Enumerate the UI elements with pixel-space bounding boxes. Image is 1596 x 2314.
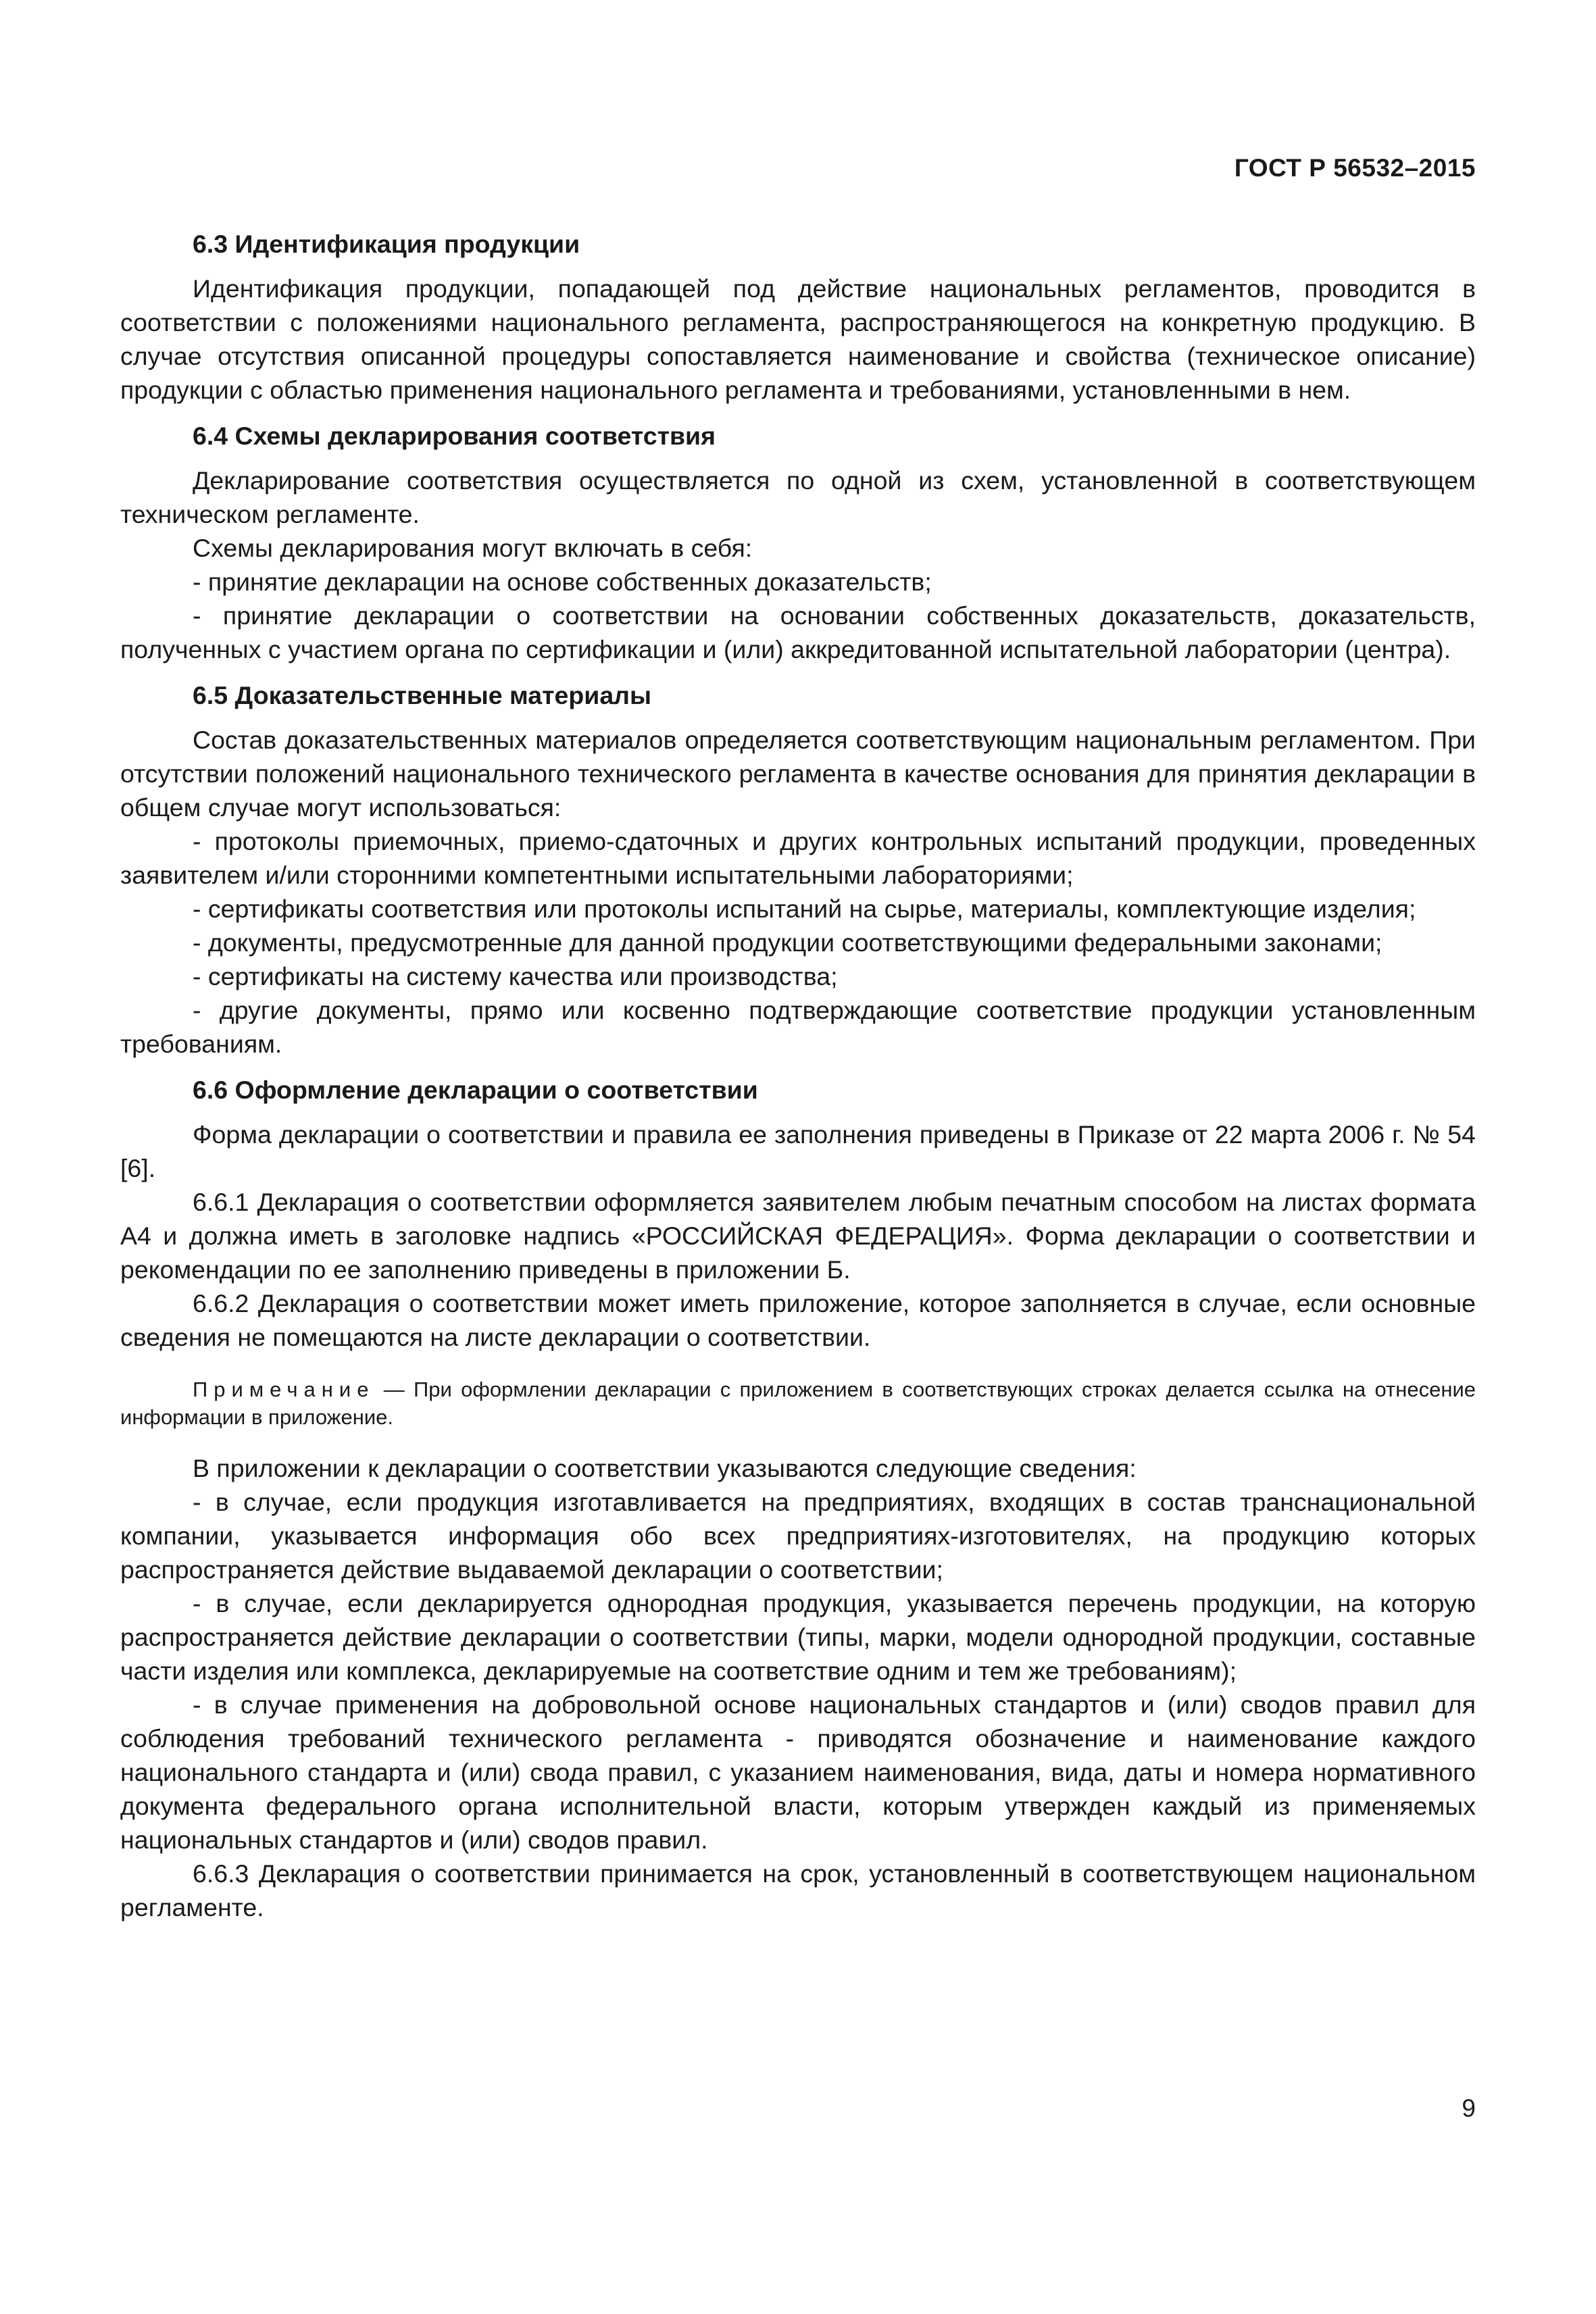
- section-6-6-title: 6.6 Оформление декларации о соответствии: [193, 1076, 758, 1104]
- document-code: ГОСТ Р 56532–2015: [1234, 154, 1476, 182]
- page-content: [120, 227, 1476, 1924]
- list-item: - принятие декларации на основе собственных доказательств;: [193, 568, 932, 596]
- note-text: — При оформлении декларации с приложением в соответствующих строках делается ссылка на отнесение информации в приложение.: [120, 1378, 1476, 1429]
- paragraph: 6.6.3 Декларация о соответствии принимается на срок, установленный в соответствующем национальном регламенте.: [120, 1859, 1476, 1921]
- list-item: - сертификаты на систему качества или производства;: [193, 962, 838, 990]
- paragraph: Состав доказательственных материалов определяется соответствующим национальным регламентом. При отсутствии положений национального технического регламента в качестве основания для принятия декларации в общем случае могут использоваться:: [120, 726, 1476, 822]
- note-label: Примечание: [193, 1378, 375, 1401]
- paragraph: В приложении к декларации о соответствии указываются следующие сведения:: [193, 1454, 1137, 1482]
- paragraph: Схемы декларирования могут включать в себя:: [193, 534, 753, 562]
- list-item: - сертификаты соответствия или протоколы испытаний на сырье, материалы, комплектующие изделия;: [193, 895, 1416, 923]
- list-item: - принятие декларации о соответствии на основании собственных доказательств, доказательств, полученных с участием органа по сертификации и (или) аккредитованной испытательной лаборатории (центра).: [120, 601, 1476, 663]
- paragraph: Декларирование соответствия осуществляется по одной из схем, установленной в соответствующем техническом регламенте.: [120, 466, 1476, 528]
- list-item: - документы, предусмотренные для данной продукции соответствующими федеральными законами;: [193, 928, 1382, 957]
- list-item: - в случае, если декларируется однородная продукция, указывается перечень продукции, на которую распространяется действие декларации о соответствии (типы, марки, модели однородной продукции, составные части изделия или комплекса, декларируемые на соответствие одним и тем же требованиям);: [120, 1589, 1476, 1685]
- paragraph: 6.6.2 Декларация о соответствии может иметь приложение, которое заполняется в случае, если основные сведения не помещаются на листе декларации о соответствии.: [120, 1289, 1476, 1351]
- section-6-3-title: 6.3 Идентификация продукции: [193, 230, 580, 258]
- paragraph: Форма декларации о соответствии и правила ее заполнения приведены в Приказе от 22 марта 2006 г. № 54 [6].: [120, 1120, 1476, 1182]
- paragraph: 6.6.1 Декларация о соответствии оформляется заявителем любым печатным способом на листах формата А4 и должна иметь в заголовке надпись «РОССИЙСКАЯ ФЕДЕРАЦИЯ». Форма декларации о соответствии и рекомендации по ее заполнению приведены в приложении Б.: [120, 1188, 1476, 1284]
- paragraph: Идентификация продукции, попадающей под действие национальных регламентов, проводится в соответствии с положениями национального регламента, распространяющегося на конкретную продукцию. В случае отсутствия описанной процедуры сопоставляется наименование и свойства (техническое описание) продукции с областью применения национального регламента и требованиями, установленными в нем.: [120, 274, 1476, 404]
- section-6-5-title: 6.5 Доказательственные материалы: [193, 681, 652, 709]
- note: [120, 1376, 1476, 1431]
- list-item: - в случае, если продукция изготавливается на предприятиях, входящих в состав транснациональной компании, указывается информация обо всех предприятиях-изготовителях, на продукцию которых распространяется действие выдаваемой декларации о соответствии;: [120, 1488, 1476, 1584]
- list-item: - другие документы, прямо или косвенно подтверждающие соответствие продукции установленным требованиям.: [120, 996, 1476, 1058]
- page-number: 9: [1462, 2094, 1476, 2122]
- section-6-4-title: 6.4 Схемы декларирования соответствия: [193, 422, 716, 450]
- list-item: - протоколы приемочных, приемо-сдаточных и других контрольных испытаний продукции, проведенных заявителем и/или сторонними компетентными испытательными лабораториями;: [120, 827, 1476, 889]
- list-item: - в случае применения на добровольной основе национальных стандартов и (или) сводов правил для соблюдения требований технического регламента - приводятся обозначение и наименование каждого национального стандарта и (или) свода правил, с указанием наименования, вида, даты и номера нормативного документа федерального органа исполнительной власти, которым утвержден каждый из применяемых национальных стандартов и (или) сводов правил.: [120, 1690, 1476, 1854]
